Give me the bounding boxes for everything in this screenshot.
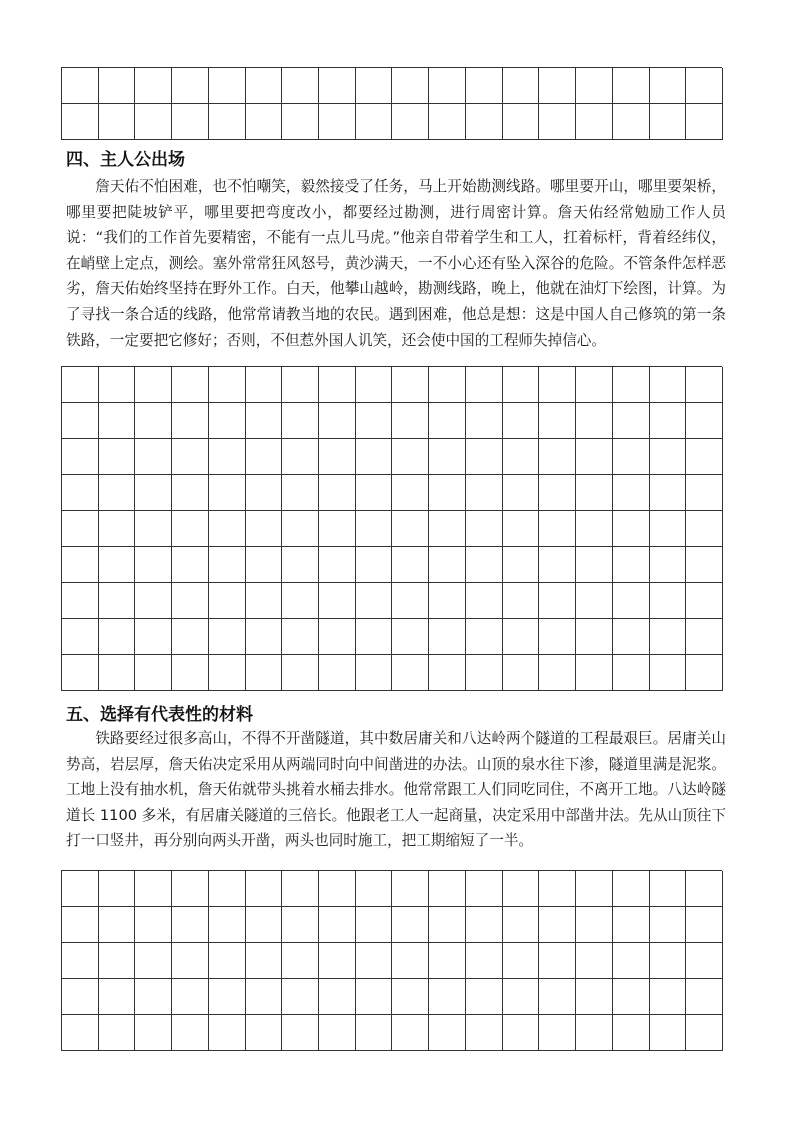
grid-cell [503, 104, 540, 140]
grid-cell [172, 475, 209, 511]
grid-cell [246, 619, 283, 655]
grid-cell [135, 655, 172, 691]
grid-cell [576, 583, 613, 619]
grid-cell [466, 439, 503, 475]
grid-cell [319, 547, 356, 583]
grid-cell [135, 104, 172, 140]
grid-cell [466, 403, 503, 439]
grid-cell [246, 403, 283, 439]
grid-cell [62, 68, 99, 104]
grid-cell [392, 68, 429, 104]
grid-cell [392, 655, 429, 691]
grid-cell [62, 1015, 99, 1051]
grid-cell [62, 979, 99, 1015]
grid-cell [539, 943, 576, 979]
grid-cell [613, 511, 650, 547]
grid-cell [650, 979, 687, 1015]
grid-cell [172, 619, 209, 655]
grid-cell [99, 68, 136, 104]
grid-cell [356, 943, 393, 979]
grid-cell [62, 547, 99, 583]
grid-cell [246, 367, 283, 403]
grid-cell [576, 439, 613, 475]
grid-cell [356, 655, 393, 691]
grid-cell [62, 367, 99, 403]
grid-cell [429, 907, 466, 943]
grid-cell [650, 367, 687, 403]
grid-cell [246, 907, 283, 943]
grid-cell [686, 871, 723, 907]
grid-cell [613, 403, 650, 439]
grid-cell [282, 943, 319, 979]
grid-cell [613, 367, 650, 403]
grid-cell [319, 979, 356, 1015]
grid-cell [135, 475, 172, 511]
grid-cell [576, 403, 613, 439]
grid-cell [172, 655, 209, 691]
grid-cell [503, 943, 540, 979]
grid-cell [172, 943, 209, 979]
grid-cell [429, 547, 466, 583]
grid-cell [356, 583, 393, 619]
grid-cell [62, 511, 99, 547]
grid-cell [282, 511, 319, 547]
grid-cell [172, 367, 209, 403]
grid-cell [246, 871, 283, 907]
grid-cell [282, 547, 319, 583]
grid-cell [650, 104, 687, 140]
grid-cell [392, 439, 429, 475]
grid-cell [429, 943, 466, 979]
grid-cell [209, 403, 246, 439]
grid-cell [503, 367, 540, 403]
grid-cell [539, 367, 576, 403]
grid-cell [466, 655, 503, 691]
grid-cell [246, 511, 283, 547]
grid-cell [466, 367, 503, 403]
grid-cell [172, 979, 209, 1015]
grid-cell [172, 511, 209, 547]
grid-cell [466, 68, 503, 104]
grid-cell [686, 619, 723, 655]
grid-cell [650, 655, 687, 691]
grid-cell [319, 403, 356, 439]
writing-grid-section-5 [61, 870, 722, 1051]
grid-cell [135, 439, 172, 475]
grid-cell [319, 367, 356, 403]
grid-cell [172, 439, 209, 475]
grid-cell [319, 871, 356, 907]
grid-cell [539, 511, 576, 547]
grid-cell [282, 979, 319, 1015]
grid-cell [172, 547, 209, 583]
grid-cell [613, 439, 650, 475]
grid-cell [576, 871, 613, 907]
grid-cell [356, 1015, 393, 1051]
grid-cell [356, 68, 393, 104]
grid-cell [576, 907, 613, 943]
grid-cell [62, 619, 99, 655]
grid-cell [613, 943, 650, 979]
grid-cell [209, 511, 246, 547]
grid-cell [686, 1015, 723, 1051]
grid-cell [576, 104, 613, 140]
grid-cell [282, 68, 319, 104]
grid-cell [172, 68, 209, 104]
grid-cell [503, 68, 540, 104]
grid-cell [99, 943, 136, 979]
grid-cell [99, 547, 136, 583]
grid-cell [282, 619, 319, 655]
grid-cell [356, 871, 393, 907]
grid-cell [392, 104, 429, 140]
grid-cell [209, 943, 246, 979]
grid-cell [135, 619, 172, 655]
grid-cell [613, 619, 650, 655]
grid-cell [282, 871, 319, 907]
grid-cell [209, 979, 246, 1015]
grid-cell [209, 871, 246, 907]
grid-cell [613, 583, 650, 619]
grid-cell [429, 475, 466, 511]
grid-cell [246, 68, 283, 104]
grid-cell [503, 871, 540, 907]
grid-cell [650, 547, 687, 583]
grid-cell [576, 655, 613, 691]
grid-cell [172, 907, 209, 943]
grid-cell [539, 547, 576, 583]
grid-cell [429, 655, 466, 691]
grid-cell [62, 907, 99, 943]
grid-cell [539, 871, 576, 907]
grid-cell [356, 619, 393, 655]
grid-cell [503, 439, 540, 475]
grid-cell [686, 583, 723, 619]
grid-cell [246, 439, 283, 475]
grid-cell [686, 511, 723, 547]
grid-cell [392, 871, 429, 907]
grid-cell [135, 1015, 172, 1051]
grid-cell [613, 979, 650, 1015]
grid-cell [576, 511, 613, 547]
grid-cell [503, 403, 540, 439]
grid-cell [62, 583, 99, 619]
grid-cell [392, 907, 429, 943]
grid-cell [686, 367, 723, 403]
grid-cell [135, 511, 172, 547]
grid-cell [99, 655, 136, 691]
grid-cell [99, 979, 136, 1015]
grid-cell [99, 475, 136, 511]
grid-cell [466, 619, 503, 655]
grid-cell [99, 367, 136, 403]
grid-cell [613, 68, 650, 104]
grid-cell [686, 104, 723, 140]
grid-cell [539, 68, 576, 104]
grid-cell [392, 1015, 429, 1051]
grid-cell [650, 475, 687, 511]
grid-cell [99, 403, 136, 439]
grid-cell [209, 1015, 246, 1051]
grid-cell [99, 871, 136, 907]
grid-cell [539, 979, 576, 1015]
grid-cell [686, 655, 723, 691]
grid-cell [650, 68, 687, 104]
grid-cell [209, 547, 246, 583]
writing-grid-top [61, 67, 722, 140]
grid-cell [209, 439, 246, 475]
grid-cell [576, 68, 613, 104]
grid-cell [62, 655, 99, 691]
grid-cell [62, 104, 99, 140]
grid-cell [392, 511, 429, 547]
grid-cell [282, 439, 319, 475]
grid-cell [246, 547, 283, 583]
grid-cell [539, 655, 576, 691]
grid-cell [62, 475, 99, 511]
grid-cell [135, 367, 172, 403]
grid-cell [246, 943, 283, 979]
grid-cell [209, 907, 246, 943]
grid-cell [429, 1015, 466, 1051]
grid-cell [429, 979, 466, 1015]
grid-cell [392, 979, 429, 1015]
grid-cell [686, 943, 723, 979]
grid-cell [392, 583, 429, 619]
grid-cell [209, 104, 246, 140]
grid-cell [319, 907, 356, 943]
grid-cell [503, 547, 540, 583]
grid-cell [356, 907, 393, 943]
grid-cell [686, 547, 723, 583]
grid-cell [282, 403, 319, 439]
grid-cell [356, 547, 393, 583]
grid-cell [172, 1015, 209, 1051]
grid-cell [99, 511, 136, 547]
grid-cell [356, 475, 393, 511]
grid-cell [650, 871, 687, 907]
grid-cell [503, 619, 540, 655]
grid-cell [62, 403, 99, 439]
grid-cell [466, 104, 503, 140]
grid-cell [686, 403, 723, 439]
grid-cell [429, 439, 466, 475]
grid-cell [539, 907, 576, 943]
grid-cell [135, 979, 172, 1015]
section-5-heading: 五、选择有代表性的材料 [66, 705, 253, 725]
grid-cell [613, 871, 650, 907]
grid-cell [466, 871, 503, 907]
grid-cell [429, 619, 466, 655]
grid-cell [62, 871, 99, 907]
grid-cell [319, 68, 356, 104]
grid-cell [319, 655, 356, 691]
grid-cell [503, 1015, 540, 1051]
grid-cell [172, 104, 209, 140]
grid-cell [429, 871, 466, 907]
grid-cell [503, 511, 540, 547]
grid-cell [135, 943, 172, 979]
grid-cell [466, 583, 503, 619]
grid-cell [99, 907, 136, 943]
grid-cell [282, 104, 319, 140]
grid-cell [503, 475, 540, 511]
grid-cell [429, 583, 466, 619]
grid-cell [209, 619, 246, 655]
grid-cell [429, 68, 466, 104]
grid-cell [319, 511, 356, 547]
grid-cell [613, 547, 650, 583]
section-4-paragraph: 詹天佑不怕困难，也不怕嘲笑，毅然接受了任务，马上开始勘测线路。哪里要开山，哪里要架桥，哪里要把陡坡铲平，哪里要把弯度改小，都要经过勘测，进行周密计算。詹天佑经常勉励工作人员说：“我们的工作首先要精密，不能有一点儿马虎。”他亲自带着学生和工人，扛着标杆，背着经纬仪，在峭壁上定点，测绘。塞外常常狂风怒号，黄沙满天，一不小心还有坠入深谷的危险。不管条件怎样恶劣，詹天佑始终坚持在野外工作。白天，他攀山越岭，勘测线路，晚上，他就在油灯下绘图，计算。为了寻找一条合适的线路，他常常请教当地的农民。遇到困难，他总是想：这是中国人自己修筑的第一条铁路，一定要把它修好；否则，不但惹外国人讥笑，还会使中国的工程师失掉信心。 [66, 178, 726, 349]
grid-cell [392, 943, 429, 979]
grid-cell [99, 104, 136, 140]
grid-cell [539, 583, 576, 619]
grid-cell [613, 907, 650, 943]
grid-cell [576, 619, 613, 655]
grid-cell [319, 943, 356, 979]
grid-cell [576, 1015, 613, 1051]
grid-cell [503, 907, 540, 943]
grid-cell [319, 619, 356, 655]
grid-cell [650, 511, 687, 547]
grid-cell [99, 619, 136, 655]
section-4-heading: 四、主人公出场 [66, 150, 185, 170]
grid-cell [209, 68, 246, 104]
grid-cell [135, 907, 172, 943]
grid-cell [539, 104, 576, 140]
grid-cell [135, 871, 172, 907]
grid-cell [576, 979, 613, 1015]
grid-cell [650, 439, 687, 475]
grid-cell [99, 439, 136, 475]
grid-cell [686, 439, 723, 475]
grid-cell [466, 547, 503, 583]
grid-cell [135, 68, 172, 104]
grid-cell [429, 403, 466, 439]
grid-cell [650, 907, 687, 943]
grid-cell [539, 475, 576, 511]
grid-cell [392, 475, 429, 511]
grid-cell [356, 104, 393, 140]
grid-cell [392, 403, 429, 439]
grid-cell [466, 943, 503, 979]
grid-cell [429, 367, 466, 403]
grid-cell [392, 367, 429, 403]
grid-cell [209, 475, 246, 511]
grid-cell [62, 439, 99, 475]
writing-grid-section-4 [61, 366, 722, 691]
grid-cell [319, 1015, 356, 1051]
grid-cell [135, 403, 172, 439]
grid-cell [650, 583, 687, 619]
grid-cell [429, 511, 466, 547]
grid-cell [246, 104, 283, 140]
grid-cell [356, 439, 393, 475]
grid-cell [356, 403, 393, 439]
grid-cell [209, 367, 246, 403]
grid-cell [576, 943, 613, 979]
grid-cell [650, 943, 687, 979]
grid-cell [282, 655, 319, 691]
grid-cell [282, 475, 319, 511]
grid-cell [613, 655, 650, 691]
grid-cell [613, 475, 650, 511]
grid-cell [466, 1015, 503, 1051]
grid-cell [686, 475, 723, 511]
grid-cell [99, 583, 136, 619]
grid-cell [282, 1015, 319, 1051]
grid-cell [503, 979, 540, 1015]
grid-cell [650, 403, 687, 439]
grid-cell [209, 655, 246, 691]
grid-cell [539, 1015, 576, 1051]
grid-cell [356, 979, 393, 1015]
grid-cell [392, 619, 429, 655]
grid-cell [319, 439, 356, 475]
grid-cell [319, 475, 356, 511]
grid-cell [576, 367, 613, 403]
grid-cell [539, 619, 576, 655]
grid-cell [392, 547, 429, 583]
grid-cell [246, 979, 283, 1015]
grid-cell [503, 655, 540, 691]
grid-cell [539, 439, 576, 475]
grid-cell [246, 475, 283, 511]
grid-cell [650, 619, 687, 655]
grid-cell [356, 511, 393, 547]
grid-cell [135, 547, 172, 583]
grid-cell [246, 1015, 283, 1051]
grid-cell [466, 907, 503, 943]
grid-cell [356, 367, 393, 403]
grid-cell [246, 583, 283, 619]
grid-cell [209, 583, 246, 619]
grid-cell [613, 104, 650, 140]
grid-cell [135, 583, 172, 619]
grid-cell [650, 1015, 687, 1051]
grid-cell [466, 475, 503, 511]
grid-cell [246, 655, 283, 691]
grid-cell [686, 907, 723, 943]
section-5-paragraph: 铁路要经过很多高山，不得不开凿隧道，其中数居庸关和八达岭两个隧道的工程最艰巨。居庸关山势高，岩层厚，詹天佑决定采用从两端同时向中间凿进的办法。山顶的泉水往下渗，隧道里满是泥浆。工地上没有抽水机，詹天佑就带头挑着水桶去排水。他常常跟工人们同吃同住，不离开工地。八达岭隧道长 1100 多米，有居庸关隧道的三倍长。他跟老工人一起商量，决定采用中部凿井法。先从山顶往下打一口竖井，再分别向两头开凿，两头也同时施工，把工期缩短了一半。 [66, 730, 726, 850]
grid-cell [282, 583, 319, 619]
grid-cell [686, 68, 723, 104]
grid-cell [576, 475, 613, 511]
grid-cell [282, 367, 319, 403]
grid-cell [429, 104, 466, 140]
grid-cell [613, 1015, 650, 1051]
grid-cell [466, 511, 503, 547]
grid-cell [503, 583, 540, 619]
grid-cell [62, 943, 99, 979]
grid-cell [172, 871, 209, 907]
grid-cell [686, 979, 723, 1015]
grid-cell [172, 403, 209, 439]
grid-cell [576, 547, 613, 583]
grid-cell [466, 979, 503, 1015]
grid-cell [99, 1015, 136, 1051]
grid-cell [539, 403, 576, 439]
grid-cell [319, 104, 356, 140]
grid-cell [282, 907, 319, 943]
grid-cell [172, 583, 209, 619]
grid-cell [319, 583, 356, 619]
